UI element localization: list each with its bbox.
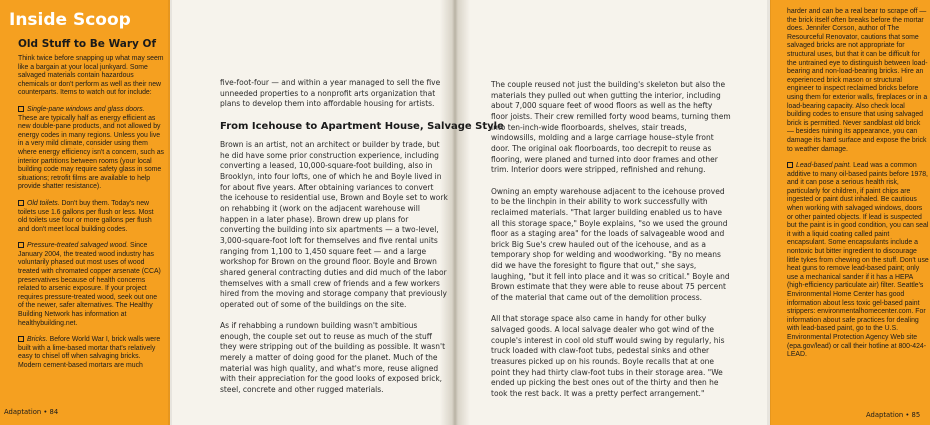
checkbox-bullet-icon (18, 242, 24, 248)
right-page-body (491, 80, 731, 410)
sidebar-item (18, 336, 164, 370)
sidebar-item (18, 106, 164, 192)
paragraph: Owning an empty warehouse adjacent to the icehouse proved to be the linchpin in their ability to work successfully with reclaimed materials. "That larger building enabled us to have all this storage space," Boyle explains, "so we used the ground floor as a staging area" for the loads of salvageable wood and brick Big Sue's crew hauled out of the icehouse, and as a temporary shop for welding and woodworking. "By no means did we have the foresight to figure that out," she says, laughing, "but it fell into place and it was so critical." Boyle and Brown estimate that they were able to reuse about 75 percent of the material that came out of the demolition process. (491, 186, 730, 303)
sidebar-item-text: Don't buy them. Today's new toilets use 1.6 gallons per flush or less. Most old toilets use four or more gallons per flush and don't meet local building codes. (18, 199, 154, 233)
sidebar-item (787, 162, 929, 360)
sidebar-item-label: Pressure-treated salvaged wood. (27, 242, 129, 250)
sidebar-title: Inside Scoop (9, 10, 131, 30)
checkbox-bullet-icon (787, 162, 793, 168)
sidebar-item-label: Old toilets. (27, 199, 60, 207)
paragraph: All that storage space also came in handy for other bulky salvaged goods. A local salvage dealer who got wind of the couple's interest in cool old stuff would swing by regularly, his truck loaded with claw-foot tubs, pedestal sinks and other treasures picked up on his rounds. Boyle recalls that at one point they had thirty claw-foot tubs in their storage area. "We ended up picking the best ones out of the thirty and then he took the rest back. It was a pretty perfect arrangement." (491, 314, 725, 398)
sidebar-item-text: These are typically half as energy efficient as new double-pane products, and not allowed by energy codes in many regions. Unless you live in a very mild climate, consider using them where energy efficiency isn't a concern, such as interior partitions between rooms (your local building code may require safety glass in some situations; retrofit films are available to help provide shatter resistance). (18, 114, 164, 191)
section-title: From Icehouse to Apartment House, Salvage Style (220, 121, 504, 132)
sidebar-item-text: Since January 2004, the treated wood industry has voluntarily phased out most uses of wood treated with chromated copper arsenate (CCA) preservatives because of health concerns related to arsenic exposure. If your project requires pressure-treated wood, seek out one of the newer, safer alternatives. The Healthy Building Network has information at healthybuilding.net. (18, 242, 161, 327)
sidebar-item-text: Before World War I, brick walls were built with a lime-based mortar that's relatively easy to chisel off when salvaging bricks. Modern cement-based mortars are much (18, 336, 161, 369)
page-edge-left (168, 0, 172, 425)
left-page-top-text (220, 78, 448, 121)
paragraph: As if rehabbing a rundown building wasn't ambitious enough, the couple set out to reuse as much of the stuff they were stripping out of the building as possible. It wasn't merely a matter of doing good for the planet. Much of the material was high quality, and what's more, reuse aligned with their appreciation for the good looks of exposed brick, steel, concrete and other rugged materials. (220, 321, 446, 395)
sidebar-item (18, 200, 164, 234)
checkbox-bullet-icon (18, 200, 24, 206)
sidebar-item-label: Lead-based paint. (796, 162, 852, 170)
left-page-body (220, 140, 448, 406)
paragraph: Brown is an artist, not an architect or builder by trade, but he did have some prior construction experience, including converting a leased, 10,000-square-foot building, also in Brooklyn, into four lofts, one of which he and Boyle lived in for about five years. After obtaining variances to convert the icehouse to residential use, Brown and Boyle set to work on rehabbing it (work on the adjacent warehouse will happen in a later phase). Brown drew up plans for converting the building into six apartments — a two-level, 3,000-square-foot loft for themselves and five rental units ranging from 1,100 to 1,450 square feet — and a large workshop for Brown on the ground floor. Boyle and Brown shared general contracting duties and did much of the labor themselves with a small crew of friends and a few workers hired from the moving and storage company that previously operated out of some of the buildings on the site. (220, 140, 448, 309)
checkbox-bullet-icon (18, 106, 24, 112)
sidebar-item-label: Bricks. (27, 336, 48, 344)
sidebar-item-text: Lead was a common additive to many oil-based paints before 1978, and it can pose a serious health risk, particularly for children, if paint chips are ingested or paint dust inhaled. Be cautious when working with salvaged windows, doors or other painted objects. If lead is suspected but the paint is in good condition, you can seal it with a liquid coating called paint encapsulant. Some encapsulants include a nontoxic but bitter ingredient to discourage little tykes from chewing on the stuff. Don't use heat guns to remove lead-based paint; only use a mechanical sander if it has a HEPA (high-efficiency particulate air) filter. Seattle's Environmental Home Center has good information about less toxic gel-based paint strippers: environmentalhomecenter.com. For information about safe practices for dealing with lead-based paint, go to the U.S. Environmental Protection Agency Web site (epa.gov/lead) or call their hotline at 800-424-LEAD. (787, 162, 929, 359)
sidebar-continued: harder and can be a real bear to scrape off — the brick itself often breaks before the mortar does. Jennifer Corson, author of The Resourceful Renovator, cautions that some salvaged bricks are not appropriate for structural uses, but that it can be difficult for the untrained eye to distinguish between load-bearing and non-load-bearing bricks. Hire an experienced brick mason or structural engineer to inspect reclaimed bricks before using them for exterior walls, fireplaces or in a load-bearing capacity. Also check local building codes to ensure that using salvaged brick is permitted. Never sandblast old brick — besides ruining its appearance, you can damage its hard surface and expose the brick to weather damage. (787, 8, 928, 153)
sidebar-item (18, 242, 164, 328)
paragraph: The couple reused not just the building's skeleton but also the materials they pulled out when gutting the interior, including about 7,000 square feet of wood floors as well as the hefty floor joists. Their crew remilled forty wood beams, turning them into ten-inch-wide floorboards, shelves, stair treads, windowsills, molding and a large carriage house–style front door. The original oak floorboards, too decrepit to reuse as flooring, were planed and turned into door frames and other trim. Interior doors were stripped, refinished and rehung. (491, 80, 731, 175)
page-edge-right (767, 0, 771, 425)
sidebar-left-body (18, 55, 164, 379)
checkbox-bullet-icon (18, 336, 24, 342)
sidebar-right-body (787, 8, 929, 368)
paragraph: five-foot-four — and within a year managed to sell the five unneeded properties to a nonprofit arts organization that plans to develop them into affordable housing for artists. (220, 78, 441, 109)
page-footer-left: Adaptation • 84 (4, 408, 59, 416)
sidebar-heading: Old Stuff to Be Wary Of (18, 38, 157, 50)
sidebar-intro: Think twice before snapping up what may seem like a bargain at your local junkyard. Some salvaged materials contain hazardous chemicals or don't perform as well as their new counterparts. Items to watch out for include: (18, 55, 164, 97)
page-footer-right: Adaptation • 85 (866, 411, 921, 419)
sidebar-item-label: Single-pane windows and glass doors. (27, 105, 145, 113)
